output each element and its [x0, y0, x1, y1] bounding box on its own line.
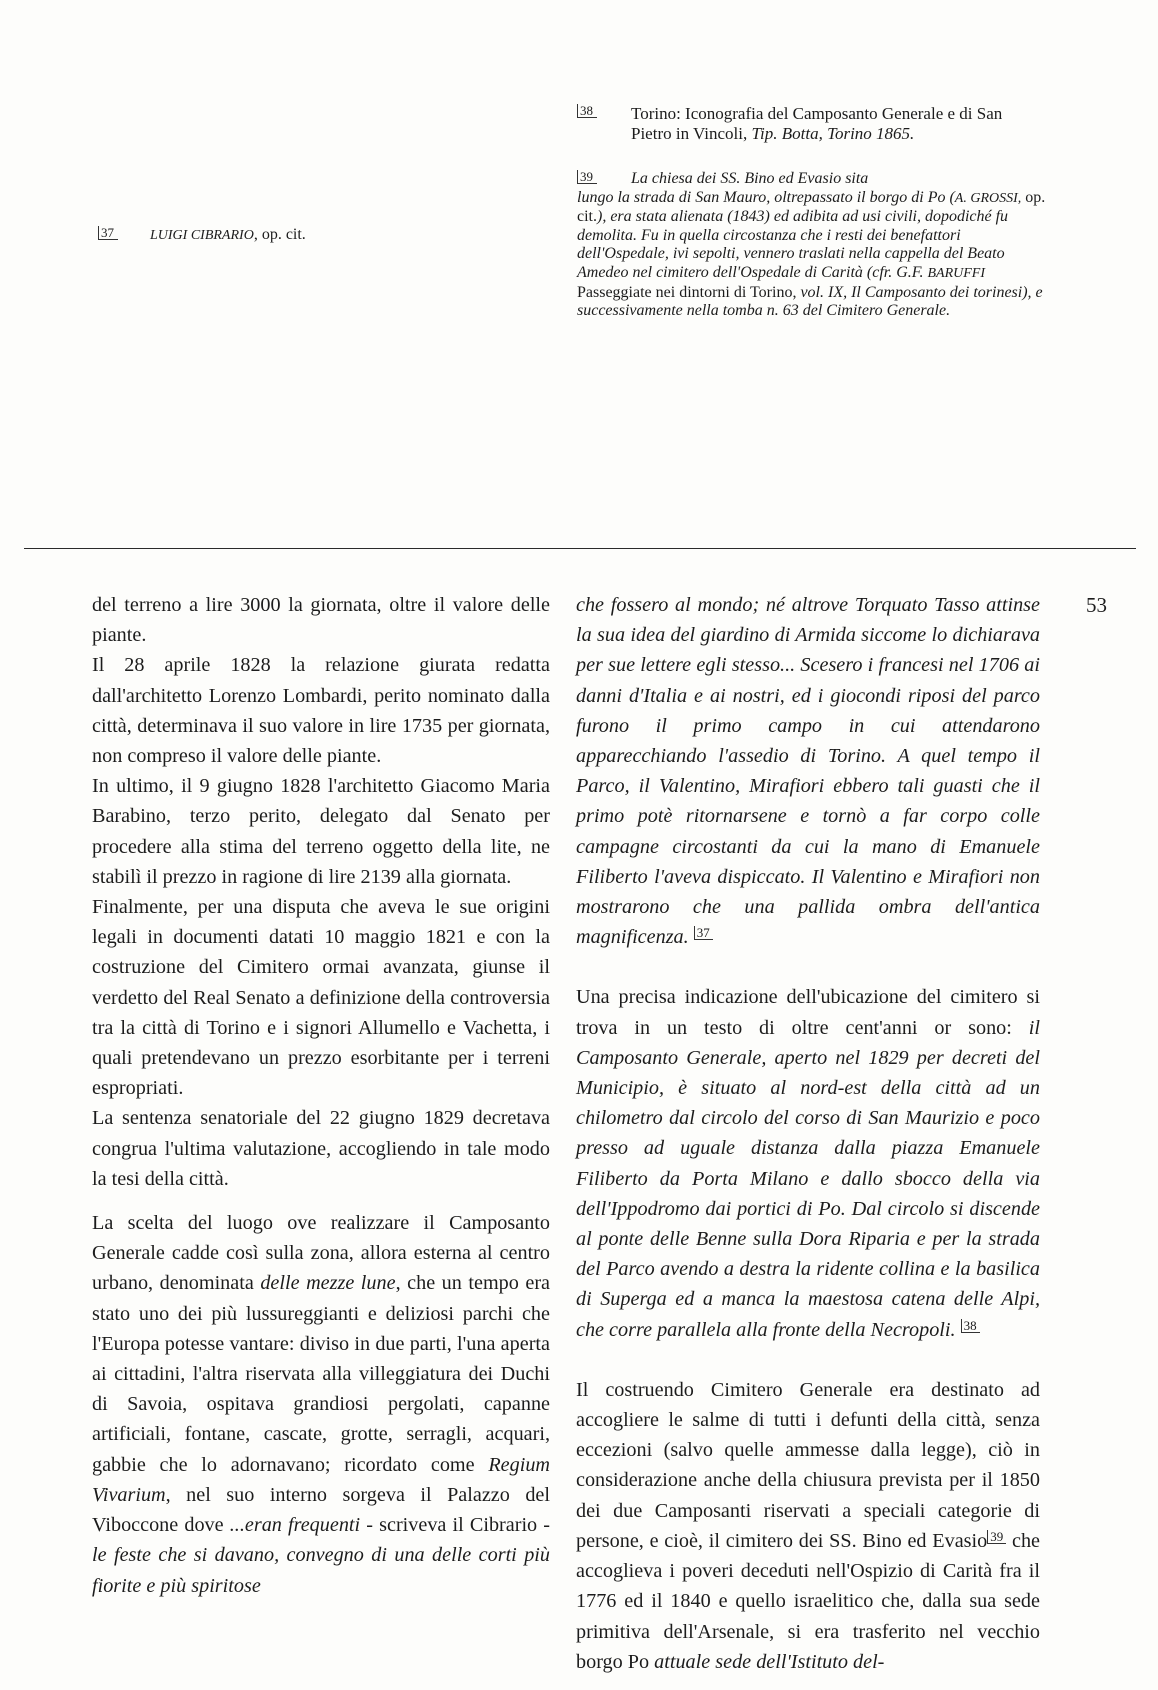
- section-divider: [24, 548, 1136, 549]
- right-column: [576, 590, 1040, 1677]
- footnote-text: lungo la strada di San Mauro, oltrepassato il borgo di Po (: [577, 188, 955, 206]
- paragraph: La sentenza senatoriale del 22 giugno 1829 decretava congrua l'ultima valutazione, accogliendo in tale modo la tesi della città.: [92, 1107, 550, 1190]
- footnote-text: ), era stata alienata (1843) ed adibita ad usi civili, dopodiché fu demolita. Fu in quella circostanza che i resti dei benefattori dell'Ospedale, ivi sepolti, vennero traslati nella cappella del Beato Amedeo nel cimitero dell'Ospedale di Carità (: [577, 208, 1009, 281]
- footnote-text-italic: Tip. Botta, Torino 1865.: [751, 124, 915, 143]
- paragraph: Finalmente, per una disputa che aveva le sue origini legali in documenti datati 10 maggio 1821 e con la costruzione del Cimitero ormai avanzata, giunse il verdetto del Real Senato a definizione della controversia tra la città di Torino e i signori Allumello e Vachetta, i quali pretendevano un prezzo esorbitante per i terreni espropriati.: [92, 896, 550, 1100]
- footnote-text: vol. IX, Il Camposanto dei torinesi), e successivamente nella tomba n. 63 del Cimitero Generale.: [577, 283, 1043, 320]
- footnote-text-upright: Passeggiate nei dintorni di Torino,: [577, 283, 797, 301]
- footnote-author: LUIGI CIBRARIO: [150, 228, 254, 243]
- paragraph: Una precisa indicazione dell'ubicazione del cimitero si trova in un testo di oltre cent'anni or sono: il Camposanto Generale, aperto nel 1829 per decreti del Municipio, è situato al nord-est della città ad un chilometro dal circolo del corso di San Maurizio e poco presso ad uguale distanza dalla piazza Emanuele Filiberto da Porta Milano e dallo sbocco della via dell'Ippodromo dai portici di Po. Dal circolo si discende al ponte delle Benne sulla Dora Riparia e per la strada del Parco avendo a destra la ridente collina e la basilica di Superga ed a manca la maestosa catena delle Alpi, che corre parallela alla fronte della Necropoli. 38: [576, 986, 1040, 1341]
- paragraph: In ultimo, il 9 giugno 1828 l'architetto Giacomo Maria Barabino, terzo perito, delegato dal Senato per procedere alla stima del terreno oggetto della lite, ne stabilì il prezzo in ragione di lire 2139 alla giornata.: [92, 775, 550, 888]
- footnote-first-line: La chiesa dei SS. Bino ed Evasio sita: [631, 170, 869, 187]
- footnote-reference[interactable]: 39: [987, 1530, 1006, 1544]
- footnote-text: , op. cit.: [253, 226, 306, 243]
- footnote-text-upright: op. cit.: [577, 188, 1046, 226]
- footnote-38: [577, 104, 1047, 144]
- footnote-39: [577, 170, 1047, 321]
- footnote-reference[interactable]: 37: [694, 926, 713, 940]
- paragraph: La scelta del luogo ove realizzare il Camposanto Generale cadde così sulla zona, allora esterna al centro urbano, denominata delle mezze lune, che un tempo era stato uno dei più lussureggianti e deliziosi parchi che l'Europa potesse vantare: diviso in due parti, l'una aperta ai cittadini, l'altra riservata alla villeggiatura dei Duchi di Savoia, ospitava grandiosi pergolati, capanne artificiali, fontane, cascate, grotte, serragli, acquari, gabbie che lo adornavano; ricordato come Regium Vivarium, nel suo interno sorgeva il Palazzo del Viboccone dove ...eran frequenti - scriveva il Cibrario - le feste che si davano, convegno di una delle corti più fiorite e più spiritose: [92, 1212, 551, 1597]
- footnote-text: cfr. G.F.: [872, 263, 928, 281]
- footnote-reference[interactable]: 38: [961, 1319, 980, 1333]
- quotation-paragraph: che fossero al mondo; né altrove Torquato Tasso attinse la sua idea del giardino di Armida siccome lo dichiarava per sue lettere egli stesso... Scesero i francesi nel 1706 ai danni d'Italia e ai nostri, ed i giocondi riposi del parco furono il primo campo in cui attendarono apparecchiando l'assedio di Torino. A quel tempo il Parco, il Valentino, Mirafiori ebbero tali guasti che il primo potè ritornarsene e tornò a far corpo colle campagne circostanti da cui la mano di Emanuele Filiberto l'aveva dispiccato. Il Valentino e Mirafiori non mostrarono che una pallida ombra dell'antica magnificenza. 37: [576, 594, 1040, 949]
- footnote-marker: 37: [98, 226, 118, 240]
- paragraph: Il costruendo Cimitero Generale era destinato ad accogliere le salme di tutti i defunti della città, senza eccezioni (salvo quelle ammesse dalla legge), ciò in considerazione anche della chiusura prevista per il 1850 dei due Camposanti riservati a speciali categorie di persone, e cioè, il cimitero dei SS. Bino ed Evasio 39 che accoglieva i poveri deceduti nell'Ospizio di Carità fra il 1776 ed il 1840 e quello israelitico che, dalla sua sede primitiva dell'Arsenale, si era trasferito nel vecchio borgo Po attuale sede dell'Istituto del-: [576, 1378, 1040, 1673]
- footnote-37: [98, 226, 398, 246]
- left-column: [92, 590, 550, 1601]
- footnote-marker: 39: [577, 170, 597, 184]
- paragraph: del terreno a lire 3000 la giornata, oltre il valore delle piante.: [92, 594, 550, 647]
- footnote-author: A. GROSSI,: [954, 190, 1022, 206]
- page-number: 53: [1086, 593, 1107, 617]
- paragraph: Il 28 aprile 1828 la relazione giurata redatta dall'architetto Lorenzo Lombardi, perito nominato dalla città, determinava il suo valore in lire 1735 per giornata, non compreso il valore delle piante.: [92, 654, 550, 768]
- footnote-marker: 38: [577, 104, 597, 118]
- footnote-text: Torino: Iconografia del Camposanto Generale e di San Pietro in Vincoli,: [631, 104, 1003, 143]
- footnote-author: BARUFFI: [927, 265, 986, 281]
